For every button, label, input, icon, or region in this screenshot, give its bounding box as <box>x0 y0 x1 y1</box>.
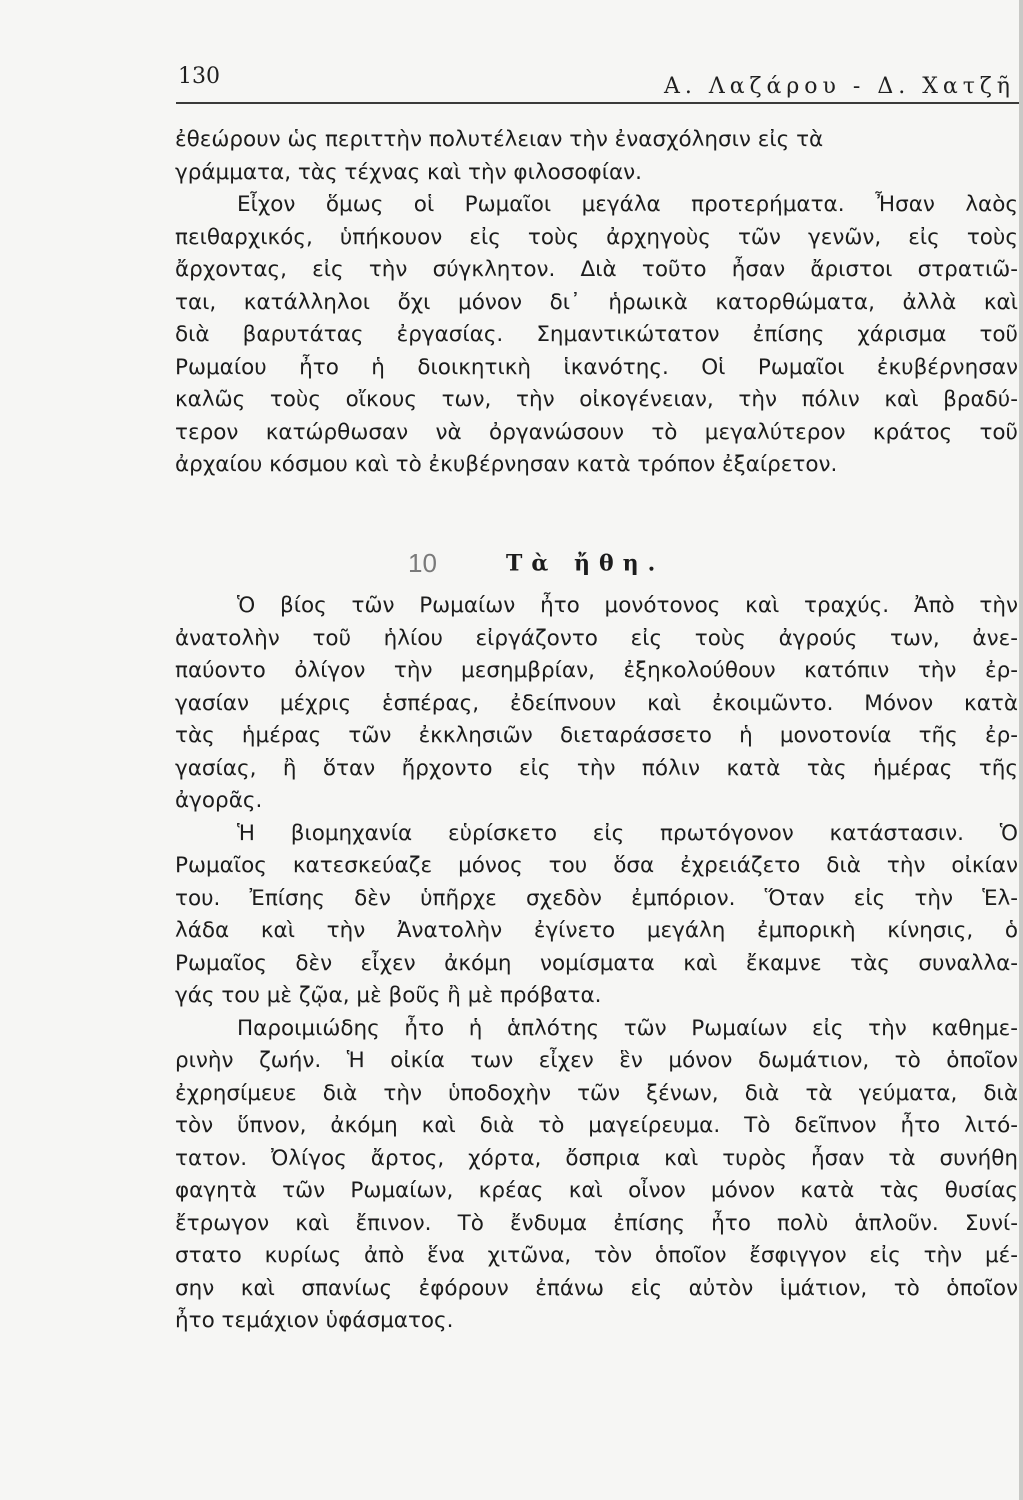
section-heading <box>408 548 664 588</box>
text-line: Ρωμαῖος κατεσκεύαζε μόνος του ὅσα ἐχρειάζετο διὰ τὴν οἰκίαν <box>175 853 1018 878</box>
text-line: καλῶς τοὺς οἴκους των, τὴν οἰκογένειαν, τὴν πόλιν καὶ βραδύ- <box>175 387 1018 412</box>
running-head: Α. Λαζάρου - Δ. Χατζῆ <box>663 74 1015 99</box>
text-line: Ρωμαίου ἦτο ἡ διοικητικὴ ἱκανότης. Οἱ Ρωμαῖοι ἐκυβέρνησαν <box>175 354 1018 380</box>
text-line: διὰ βαρυτάτας ἐργασίας. Σημαντικώτατον ἐπίσης χάρισμα τοῦ <box>175 322 1018 347</box>
text-line: ἀγορᾶς. <box>175 788 263 813</box>
text-line: Ἡ βιομηχανία εὑρίσκετο εἰς πρωτόγονον κατάστασιν. Ὁ <box>237 820 1018 846</box>
text-line: Ρωμαῖος δὲν εἶχεν ἀκόμη νομίσματα καὶ ἔκαμνε τὰς συναλλα- <box>175 950 1018 976</box>
text-line: πειθαρχικός, ὑπήκουον εἰς τοὺς ἀρχηγοὺς τῶν γενῶν, εἰς τοὺς <box>175 224 1018 250</box>
text-line: ἦτο τεμάχιον ὑφάσματος. <box>175 1308 454 1333</box>
text-line: ἐθεώρουν ὡς περιττὴν πολυτέλειαν τὴν ἐνασχόλησιν εἰς τὰ <box>175 127 824 152</box>
page-edge <box>1019 0 1023 1500</box>
paragraph-block-2 <box>175 590 1018 1338</box>
text-line: ρινὴν ζωήν. Ἡ οἰκία των εἶχεν ἓν μόνον δωμάτιον, τὸ ὁποῖον <box>175 1048 1018 1073</box>
text-line: σην καὶ σπανίως ἐφόρουν ἐπάνω εἰς αὐτὸν ἱμάτιον, τὸ ὁποῖον <box>175 1275 1018 1301</box>
text-line: Ὁ βίος τῶν Ρωμαίων ἦτο μονότονος καὶ τραχύς. Ἀπὸ τὴν <box>237 593 1018 618</box>
text-line: γασίαν μέχρις ἑσπέρας, ἐδείπνουν καὶ ἐκοιμῶντο. Μόνον κατὰ <box>175 690 1018 716</box>
text-line: παύοντο ὀλίγον τὴν μεσημβρίαν, ἐξηκολούθουν κατόπιν τὴν ἐρ- <box>175 658 1018 683</box>
page-number: 130 <box>178 64 220 89</box>
text-line: ἔτρωγον καὶ ἔπινον. Τὸ ἔνδυμα ἐπίσης ἦτο πολὺ ἁπλοῦν. Συνί- <box>175 1210 1018 1236</box>
handwritten-margin-mark: 10 <box>408 548 437 578</box>
text-line: Παροιμιώδης ἦτο ἡ ἁπλότης τῶν Ρωμαίων εἰς τὴν καθημε- <box>237 1015 1018 1041</box>
text-line: του. Ἐπίσης δὲν ὑπῆρχε σχεδὸν ἐμπόριον. Ὅταν εἰς τὴν Ἑλ- <box>175 885 1018 911</box>
text-line: ἄρχοντας, εἰς τὴν σύγκλητον. Διὰ τοῦτο ἦσαν ἄριστοι στρατιῶ- <box>175 257 1018 282</box>
text-line: τατον. Ὀλίγος ἄρτος, χόρτα, ὄσπρια καὶ τυρὸς ἦσαν τὰ συνήθη <box>175 1145 1018 1171</box>
section-title: Τὰ ἤθη. <box>506 550 665 577</box>
header-rule <box>176 102 1019 104</box>
text-line: ἀνατολὴν τοῦ ἡλίου εἰργάζοντο εἰς τοὺς ἀγρούς των, ἀνε- <box>175 625 1018 651</box>
text-line: τερον κατώρθωσαν νὰ ὀργανώσουν τὸ μεγαλύτερον κράτος τοῦ <box>175 419 1018 445</box>
text-line: γασίας, ἢ ὅταν ἤρχοντο εἰς τὴν πόλιν κατὰ τὰς ἡμέρας τῆς <box>175 755 1018 781</box>
text-line: ἀρχαίου κόσμου καὶ τὸ ἐκυβέρνησαν κατὰ τρόπον ἐξαίρετον. <box>175 452 838 477</box>
text-line: Εἶχον ὅμως οἱ Ρωμαῖοι μεγάλα προτερήματα. Ἦσαν λαὸς <box>237 192 1018 217</box>
text-line: ἐχρησίμευε διὰ τὴν ὑποδοχὴν τῶν ξένων, διὰ τὰ γεύματα, διὰ <box>175 1080 1018 1106</box>
text-line: τὸν ὕπνον, ἀκόμη καὶ διὰ τὸ μαγείρευμα. Τὸ δεῖπνον ἦτο λιτό- <box>175 1113 1018 1138</box>
text-line: λάδα καὶ τὴν Ἀνατολὴν ἐγίνετο μεγάλη ἐμπορικὴ κίνησις, ὁ <box>175 918 1018 943</box>
text-line: γάς του μὲ ζῷα, μὲ βοῦς ἢ μὲ πρόβατα. <box>175 983 602 1008</box>
text-line: φαγητὰ τῶν Ρωμαίων, κρέας καὶ οἶνον μόνον κατὰ τὰς θυσίας <box>175 1178 1018 1203</box>
text-line: τὰς ἡμέρας τῶν ἐκκλησιῶν διεταράσσετο ἡ μονοτονία τῆς ἐρ- <box>175 723 1018 748</box>
paragraph-block-1 <box>175 124 1018 482</box>
text-line: γράμματα, τὰς τέχνας καὶ τὴν φιλοσοφίαν. <box>175 159 643 185</box>
text-line: ται, κατάλληλοι ὄχι μόνον δι᾽ ἡρωικὰ κατορθώματα, ἀλλὰ καὶ <box>175 289 1018 315</box>
text-line: στατο κυρίως ἀπὸ ἕνα χιτῶνα, τὸν ὁποῖον ἔσφιγγον εἰς τὴν μέ- <box>175 1243 1018 1268</box>
